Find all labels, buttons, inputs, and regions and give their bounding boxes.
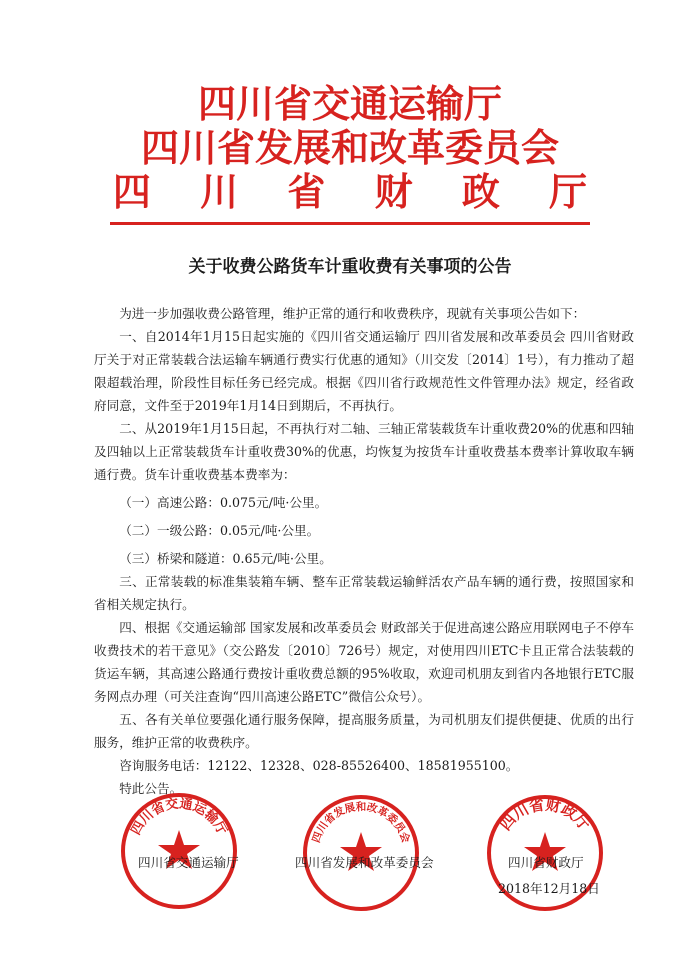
- rate-class1-road: （二）一级公路：0.05元/吨·公里。: [119, 523, 320, 538]
- signature-finance-dept: 四川省财政厅: [508, 855, 584, 870]
- notice-body: [94, 302, 634, 800]
- item-4-paragraph: 四、根据《交通运输部 国家发展和改革委员会 财政部关于促进高速公路应用联网电子不停车收费技术的若干意见》（交公路发〔2010〕726号）规定，对使用四川ETC卡且正常合法装载的货运车辆，其高速公路通行费按计重收费总额的95%收取，欢迎司机朋友到省内各地银行ETC服务网点办理（可关注查询“四川高速公路ETC”微信公众号）。: [94, 620, 634, 704]
- item-2-paragraph: 二、从2019年1月15日起，不再执行对二轴、三轴正常装载货车计重收费20%的优惠和四轴及四轴以上正常装载货车计重收费30%的优惠，均恢复为按货车计重收费基本费率计算收取车辆通行费。货车计重收费基本费率为：: [94, 421, 634, 482]
- signature-transport-dept: 四川省交通运输厅: [138, 855, 239, 870]
- intro-paragraph: 为进一步加强收费公路管理，维护正常的通行和收费秩序，现就有关事项公告如下：: [119, 306, 586, 321]
- svg-text:四川省交通运输厅: 四川省交通运输厅: [128, 796, 230, 838]
- rate-expressway: （一）高速公路：0.075元/吨·公里。: [119, 495, 328, 510]
- notice-title: 关于收费公路货车计重收费有关事项的公告: [188, 257, 512, 277]
- issuer-development-commission: 四川省发展和改革委员会: [140, 126, 559, 170]
- hotline-paragraph: 咨询服务电话：12122、12328、028-85526400、18581955100。: [119, 758, 519, 773]
- red-divider: [110, 222, 590, 225]
- item-1-paragraph: 一、自2014年1月15日起实施的《四川省交通运输厅 四川省发展和改革委员会 四川省财政厅关于对正常装载合法运输车辆通行费实行优惠的通知》（川交发〔2014〕1号），有力推动了超限超载治理，阶段性目标任务已经完成。根据《四川省行政规范性文件管理办法》规定，经省政府同意，文件至于2019年1月14日到期后，不再执行。: [94, 329, 634, 413]
- closing-paragraph: 特此公告。: [119, 781, 183, 796]
- issuer-header: [0, 82, 700, 214]
- svg-text:四川省财政厅: 四川省财政厅: [496, 795, 594, 834]
- item-3-paragraph: 三、正常装载的标准集装箱车辆、整车正常装载运输鲜活农产品车辆的通行费，按照国家和省相关规定执行。: [94, 574, 634, 612]
- transport-dept-seal: [118, 790, 240, 912]
- rate-bridge-tunnel: （三）桥梁和隧道：0.65元/吨·公里。: [119, 551, 332, 566]
- notice-date: 2018年12月18日: [498, 881, 600, 896]
- svg-text:四川省发展和改革委员会: 四川省发展和改革委员会: [310, 801, 412, 845]
- issuer-transport-dept: 四川省交通运输厅: [197, 82, 502, 126]
- item-5-paragraph: 五、各有关单位要强化通行服务保障，提高服务质量，为司机朋友们提供便捷、优质的出行服务，维护正常的收费秩序。: [94, 712, 634, 750]
- signature-development-commission: 四川省发展和改革委员会: [295, 855, 434, 870]
- issuer-finance-dept: 四 川 省 财 政 厅: [112, 170, 606, 214]
- signature-block: [0, 790, 700, 910]
